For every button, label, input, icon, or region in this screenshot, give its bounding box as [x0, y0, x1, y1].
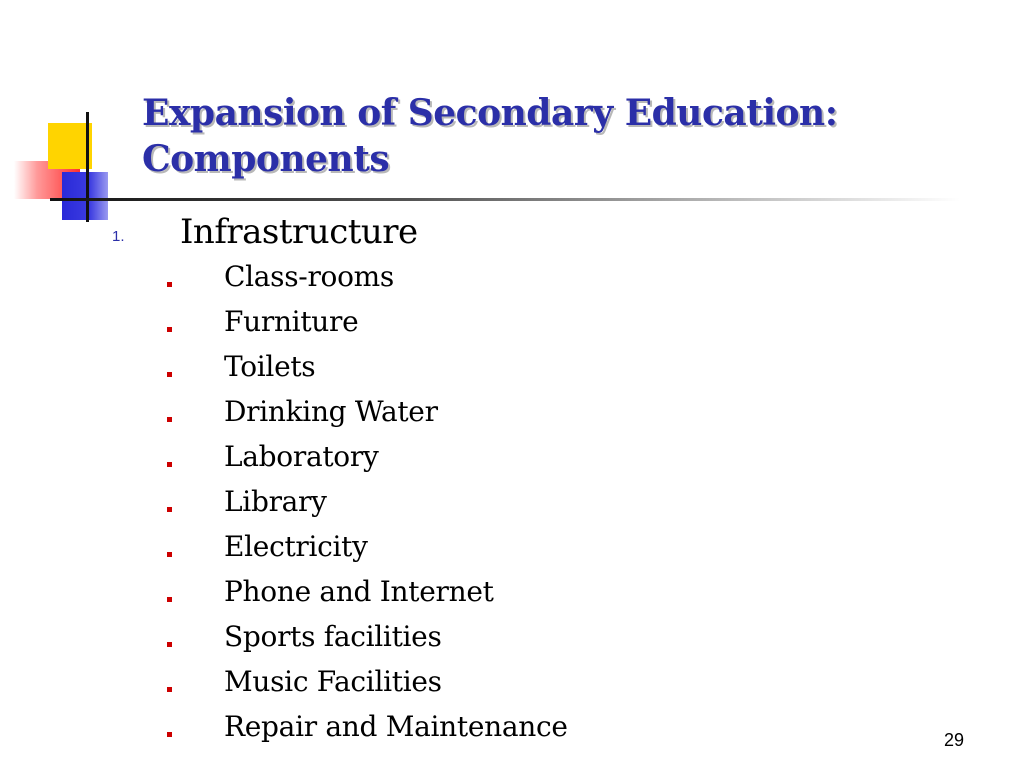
list-item	[0, 708, 1024, 753]
list-item-label: Class-rooms	[224, 260, 394, 293]
list-item-label: Phone and Internet	[224, 575, 494, 608]
square-bullet-icon	[167, 282, 172, 287]
list-item	[0, 393, 1024, 438]
decorative-vertical-line	[86, 112, 89, 222]
square-bullet-icon	[167, 327, 172, 332]
square-bullet-icon	[167, 507, 172, 512]
list-item-label: Library	[224, 485, 327, 518]
square-bullet-icon	[167, 597, 172, 602]
list-item-label: Repair and Maintenance	[224, 710, 568, 743]
list-item	[0, 573, 1024, 618]
page-number: 29	[943, 730, 964, 750]
list-item	[0, 438, 1024, 483]
list-item-label: Sports facilities	[224, 620, 442, 653]
list-item-label: Drinking Water	[224, 395, 438, 428]
slide-title-line-2: Components	[142, 138, 390, 180]
list-item	[0, 348, 1024, 393]
list-item	[0, 528, 1024, 573]
square-bullet-icon	[167, 372, 172, 377]
list-item-label: Toilets	[224, 350, 316, 383]
square-bullet-icon	[167, 732, 172, 737]
list-item	[0, 483, 1024, 528]
item-number: 1.	[112, 228, 125, 245]
list-item	[0, 303, 1024, 348]
list-item-label: Electricity	[224, 530, 368, 563]
list-item	[0, 258, 1024, 303]
item-label: Infrastructure	[180, 212, 418, 252]
square-bullet-icon	[167, 462, 172, 467]
list-item	[0, 618, 1024, 663]
list-item-label: Furniture	[224, 305, 359, 338]
numbered-item	[0, 208, 1024, 254]
square-bullet-icon	[167, 552, 172, 557]
list-item-label: Music Facilities	[224, 665, 442, 698]
square-bullet-icon	[167, 417, 172, 422]
list-item-label: Laboratory	[224, 440, 379, 473]
slide-title	[142, 90, 942, 182]
sub-item-list	[0, 258, 1024, 753]
square-bullet-icon	[167, 642, 172, 647]
square-bullet-icon	[167, 687, 172, 692]
list-item	[0, 663, 1024, 708]
slide-title-line-1: Expansion of Secondary Education:	[142, 92, 838, 134]
title-underline	[50, 198, 960, 201]
